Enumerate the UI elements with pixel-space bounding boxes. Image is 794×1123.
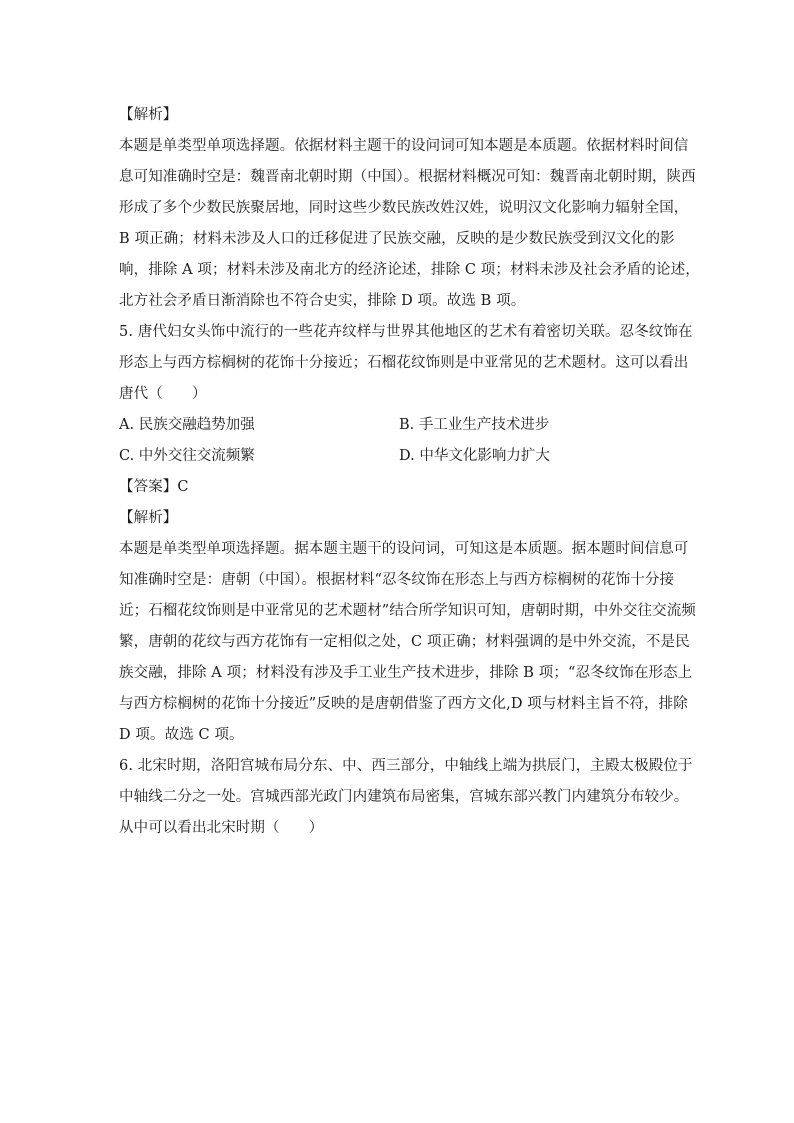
question-6-stem: 从中可以看出北宋时期（ ） [119, 820, 324, 836]
analysis-line: 本题是单类型单项选择题。据本题主题干的设问词，可知这是本质题。据本题时间信息可 [119, 541, 689, 557]
question-6-stem: 中轴线二分之一处。宫城西部光政门内建筑布局密集，宫城东部兴教门内建筑分布较少。 [119, 789, 689, 805]
analysis-heading: 【解析】 [119, 510, 178, 526]
analysis-line: D 项。故选 C 项。 [119, 727, 244, 743]
option-b: B. 手工业生产技术进步 [399, 417, 550, 433]
option-a: A. 民族交融趋势加强 [119, 417, 255, 433]
analysis-line: 与西方棕榈树的花饰十分接近”反映的是唐朝借鉴了西方文化,D 项与材料主旨不符，排除 [119, 696, 688, 712]
analysis-heading: 【解析】 [119, 107, 178, 123]
analysis-line: 本题是单类型单项选择题。依据材料主题干的设问词可知本题是本质题。依据材料时间信 [119, 138, 689, 154]
analysis-line: 北方社会矛盾日渐消除也不符合史实，排除 D 项。故选 B 项。 [119, 293, 526, 309]
question-6-stem: 6. 北宋时期，洛阳宫城布局分东、中、西三部分，中轴线上端为拱辰门，主殿太极殿位于 [119, 758, 693, 774]
analysis-line: 族交融，排除 A 项；材料没有涉及手工业生产技术进步，排除 B 项；“忍冬纹饰在形态上 [119, 665, 693, 681]
answer-line: 【答案】C [119, 479, 189, 495]
analysis-line: 形成了多个少数民族聚居地，同时这些少数民族改姓汉姓，说明汉文化影响力辐射全国， [119, 200, 689, 216]
question-5-options-row-2 [119, 441, 679, 472]
question-5-stem: 形态上与西方棕榈树的花饰十分接近；石榴花纹饰则是中亚常见的艺术题材。这可以看出 [119, 355, 689, 371]
analysis-line: 繁，唐朝的花纹与西方花饰有一定相似之处，C 项正确；材料强调的是中外交流，不是民 [119, 634, 690, 650]
analysis-line: B 项正确；材料未涉及人口的迁移促进了民族交融，反映的是少数民族受到汉文化的影 [119, 231, 675, 247]
option-d: D. 中华文化影响力扩大 [399, 448, 550, 464]
question-5-options-row-1 [119, 410, 679, 441]
option-c: C. 中外交往交流频繁 [119, 448, 255, 464]
analysis-line: 知准确时空是：唐朝（中国）。根据材料“忍冬纹饰在形态上与西方棕榈树的花饰十分接 [119, 572, 675, 588]
analysis-line: 近；石榴花纹饰则是中亚常见的艺术题材”结合所学知识可知，唐朝时期，中外交往交流频 [119, 603, 696, 619]
analysis-line: 响，排除 A 项；材料未涉及南北方的经济论述，排除 C 项；材料未涉及社会矛盾的论述， [119, 262, 700, 278]
analysis-line: 息可知准确时空是：魏晋南北朝时期（中国）。根据材料概况可知：魏晋南北朝时期，陕西 [119, 169, 696, 185]
question-5-stem: 唐代（ ） [119, 386, 207, 402]
document-page [119, 100, 700, 844]
question-5-stem: 5. 唐代妇女头饰中流行的一些花卉纹样与世界其他地区的艺术有着密切关联。忍冬纹饰在 [119, 324, 693, 340]
